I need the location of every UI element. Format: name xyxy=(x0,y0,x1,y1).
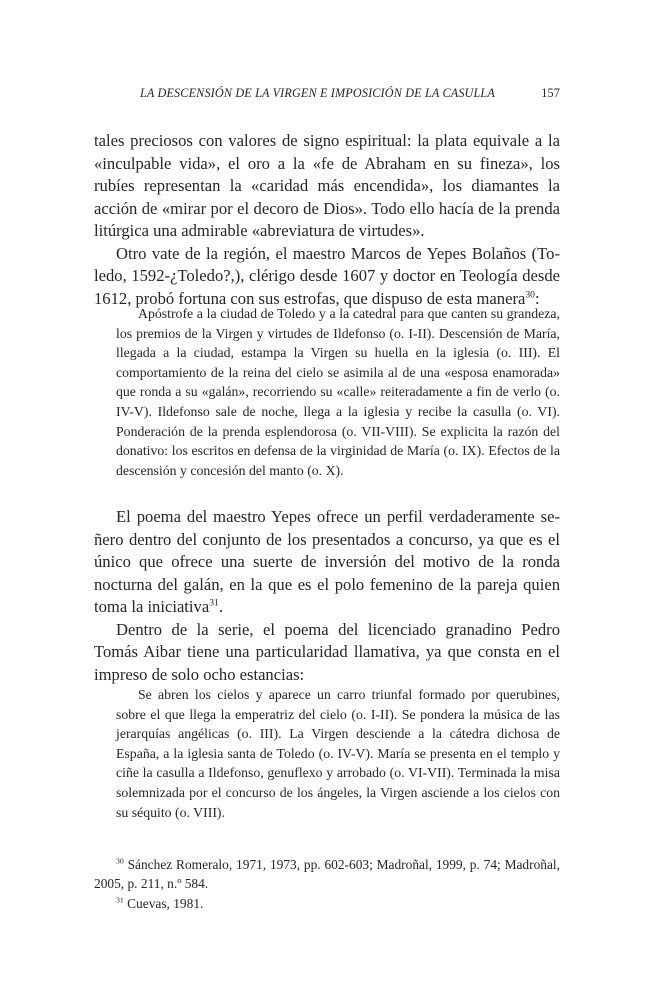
footnote-31 xyxy=(94,894,560,913)
footnote-30-number: 30 xyxy=(116,856,124,866)
block-quote-2-text: Se abren los cielos y aparece un carro triunfal formado por querubines, sobre el que llega la emperatriz del cielo (o. I-II). Se pondera la música de las jerarquías angélicas (o. III). La Virgen desciende a la cátedra dichosa de España, a la iglesia santa de Toledo (o. IV-V). María se presenta en el templo y ciñe la casulla a Ildefonso, genuflexo y arrobado (o. VI-VII). Terminada la misa solemnizada por el concurso de los ángeles, la Virgen asciende a los cielos con su séquito (o. VIII). xyxy=(116,687,560,820)
footnote-31-text: Cuevas, 1981. xyxy=(127,895,204,911)
paragraph-3: El poema del maestro Yepes ofrece un perfil verdaderamente señero dentro del conjunto de los presentados a concurso, ya que es el único que ofrece una suerte de inversión del motivo de la ronda nocturna del galán, en la que es el polo femenino de la pareja quien toma la iniciativa$^{31}$. xyxy=(94,507,560,616)
body-text-middle xyxy=(94,506,560,686)
block-quote-2 xyxy=(116,685,560,822)
footnote-ref-30: 30 xyxy=(525,288,535,300)
block-quote-1 xyxy=(116,304,560,480)
body-text-top xyxy=(94,130,560,310)
footnote-30 xyxy=(94,855,560,894)
footnote-30-text: Sánchez Romeralo, 1971, 1973, pp. 602-603; Madroñal, 1999, p. 74; Madroñal, 2005, p. 211, n.º 584. xyxy=(94,857,560,892)
running-head xyxy=(94,86,560,106)
footnote-31-number: 31 xyxy=(116,895,124,905)
paragraph-4: Dentro de la serie, el poema del licenciado granadino Pedro Tomás Aibar tiene una particularidad llamativa, ya que consta en el impreso de solo ocho estancias: xyxy=(94,619,560,684)
page-number: 157 xyxy=(541,86,560,100)
block-quote-1-text: Apóstrofe a la ciudad de Toledo y a la catedral para que canten su grandeza, los premios de la Virgen y virtudes de Ildefonso (o. I-II). Descensión de María, llegada a la ciudad, estampa la Virgen su huella en la iglesia (o. III). El comportamiento de la reina del cielo se asimila al de una «esposa enamorada» que ronda a su «galán», recorriendo su «calle» reiteradamente a fin de verlo (o. IV-V). Ildefonso sale de noche, llega a la iglesia y recibe la casulla (o. VI). Ponderación de la prenda esplendorosa (o. VII-VIII). Se explicita la razón del donativo: los escritos en defensa de la virginidad de María (o. IX). Efectos de la descensión y concesión del manto (o. X). xyxy=(116,306,560,478)
paragraph-2: Otro vate de la región, el maestro Marcos de Yepes Bolaños (Toledo, 1592-¿Toledo?,), clérigo desde 1607 y doctor en Teología desde 1612, probó fortuna con sus estrofas, que dispuso de esta manera$^{30}$: xyxy=(94,243,560,308)
paragraph-2-text: Otro vate de la región, el maestro Marcos de Yepes Bolaños (Toledo, 1592-¿Toledo?,), clérigo desde 1607 y doctor en Teología desde 1612, probó fortuna con sus estrofas, que dispuso de esta manera xyxy=(94,243,560,308)
paragraph-3-text: El poema del maestro Yepes ofrece un perfil verdaderamente señero dentro del conjunto de los presentados a concurso, ya que es el único que ofrece una suerte de inversión del motivo de la ronda nocturna del galán, en la que es el polo femenino de la pareja quien toma la iniciativa xyxy=(94,507,560,616)
footnotes xyxy=(94,855,560,913)
paragraph-1: tales preciosos con valores de signo espiritual: la plata equivale a la «inculpable vida», el oro a la «fe de Abraham en su fineza», los rubíes representan la «caridad más encendida», los diamantes la acción de «mirar por el decoro de Dios». Todo ello hacía de la prenda litúrgica una admirable «abreviatura de virtudes». xyxy=(94,131,560,240)
running-head-title: LA DESCENSIÓN DE LA VIRGEN E IMPOSICIÓN DE LA CASULLA xyxy=(140,86,495,100)
footnote-ref-31: 31 xyxy=(209,597,219,609)
